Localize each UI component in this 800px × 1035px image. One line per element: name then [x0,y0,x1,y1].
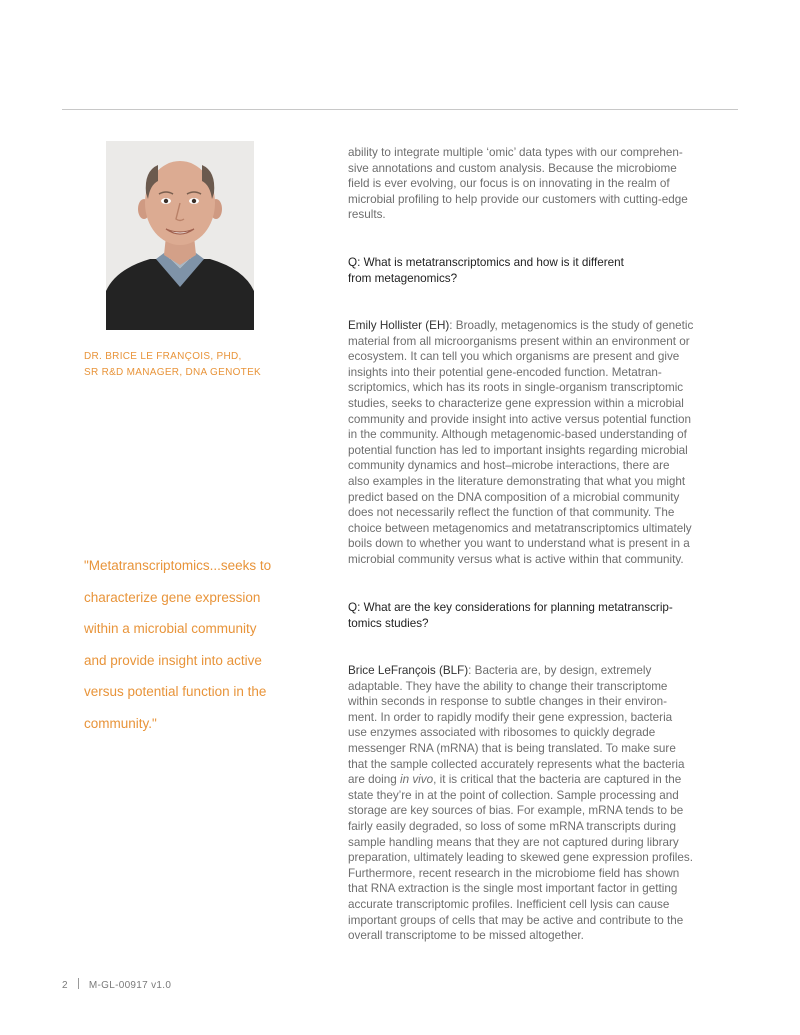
text-line: boils down to whether you want to understand what is present in a [348,537,690,551]
portrait-photo [106,141,254,330]
portrait-illustration [106,141,254,330]
text-line: use enzymes associated with ribosomes to quickly degrade [348,726,656,740]
speaker-name: Brice LeFrançois (BLF) [348,664,469,677]
answer-text: : Bacteria are, by design, extremely [468,664,652,677]
text-line: microbial profiling to help provide our customers with cutting-edge [348,192,688,206]
text-line: that RNA extraction is the single most important factor in getting [348,882,678,896]
question-line: from metagenomics? [348,271,458,285]
text-line: predict based on the DNA composition of a microbial community [348,490,680,504]
intro-paragraph [348,145,720,223]
text-line: sive annotations and custom analysis. Because the microbiome [348,161,677,175]
pull-quote [84,550,304,739]
page-number: 2 [62,980,68,991]
text-line: preparation, ultimately leading to skewed gene expression profiles. [348,851,693,865]
text-line: potential function has led to important insights regarding microbial [348,443,688,457]
text-line: fairly easily degraded, so loss of some mRNA transcripts during [348,819,677,833]
text-line: overall transcriptome to be missed altogether. [348,929,584,943]
pull-quote-line: "Metatranscriptomics...seeks to [84,558,272,573]
text-line: in the community. Although metagenomic-based understanding of [348,428,687,442]
text-line: sample handling means that they are not captured during library [348,835,679,849]
text-line: messenger RNA (mRNA) that is being translated. To make sure [348,741,676,755]
text-line: microbial community versus what is active within that community. [348,552,684,566]
footer-divider [78,978,79,989]
question-line: tomics studies? [348,616,429,630]
text-line: within seconds in response to subtle changes in their environ- [348,695,667,709]
text-line: ment. In order to rapidly modify their gene expression, bacteria [348,710,673,724]
text-line: does not necessarily reflect the function of that community. The [348,506,675,520]
text-span: , it is critical that the bacteria are captured in the [433,773,682,787]
answer-2 [348,663,720,944]
text-line: ecosystem. It can tell you which organisms are present and give [348,350,680,364]
caption-title: SR R&D MANAGER, DNA GENOTEK [84,367,262,378]
text-line: community dynamics and host–microbe interactions, there are [348,459,670,473]
pull-quote-line: and provide insight into active [84,652,262,668]
text-line: choice between metagenomics and metatranscriptomics ultimately [348,521,692,535]
question-2 [348,600,720,631]
text-line: state they’re in at the point of collection. Sample processing and [348,788,679,802]
text-line: field is ever evolving, our focus is on innovating in the realm of [348,177,670,191]
answer-1 [348,318,720,568]
pull-quote-line: within a microbial community [84,621,257,636]
page-footer [62,978,171,991]
question-1 [348,255,720,286]
italic-term: in vivo [399,773,434,787]
question-line: Q: What is metatranscriptomics and how is it different [348,256,624,269]
text-line: ability to integrate multiple ‘omic’ data types with our comprehen- [348,146,683,159]
header-rule [62,109,738,110]
text-line: storage are key sources of bias. For example, mRNA tends to be [348,804,684,818]
text-span: are doing [348,773,400,787]
pull-quote-line: characterize gene expression [84,589,261,605]
text-line: material from all microorganisms present within an environment or [348,334,690,348]
answer-first-line [348,663,720,679]
speaker-name: Emily Hollister (EH) [348,319,450,332]
caption-name: DR. BRICE LE FRANÇOIS, PHD, [84,351,242,362]
answer-text: : Broadly, metagenomics is the study of genetic [449,319,694,332]
text-line: Furthermore, recent research in the microbiome field has shown [348,866,680,880]
text-line: important groups of cells that may be active and contribute to the [348,913,684,927]
pull-quote-line: versus potential function in the [84,684,267,699]
pull-quote-line: community." [84,715,157,731]
text-line: accurate transcriptomic profiles. Inefficient cell lysis can cause [348,897,670,911]
text-line: results. [348,208,386,222]
document-id: M-GL-00917 v1.0 [88,980,172,991]
text-line-italic [348,772,720,788]
text-line: scriptomics, which has its roots in single-organism transcriptomic [348,381,684,395]
text-line: also examples in the literature demonstrating that what you might [348,474,686,488]
photo-caption [84,349,304,381]
text-line: that the sample collected accurately represents what the bacteria [348,757,685,771]
text-line: insights into their potential gene-encoded function. Metatran- [348,365,662,379]
text-line: studies, seeks to characterize gene expression within a microbial [348,396,684,410]
text-line: community and provide insight into active versus potential function [348,412,692,426]
text-line: adaptable. They have the ability to change their transcriptome [348,679,668,693]
question-line: Q: What are the key considerations for planning metatranscrip- [348,601,673,614]
answer-first-line [348,318,720,334]
